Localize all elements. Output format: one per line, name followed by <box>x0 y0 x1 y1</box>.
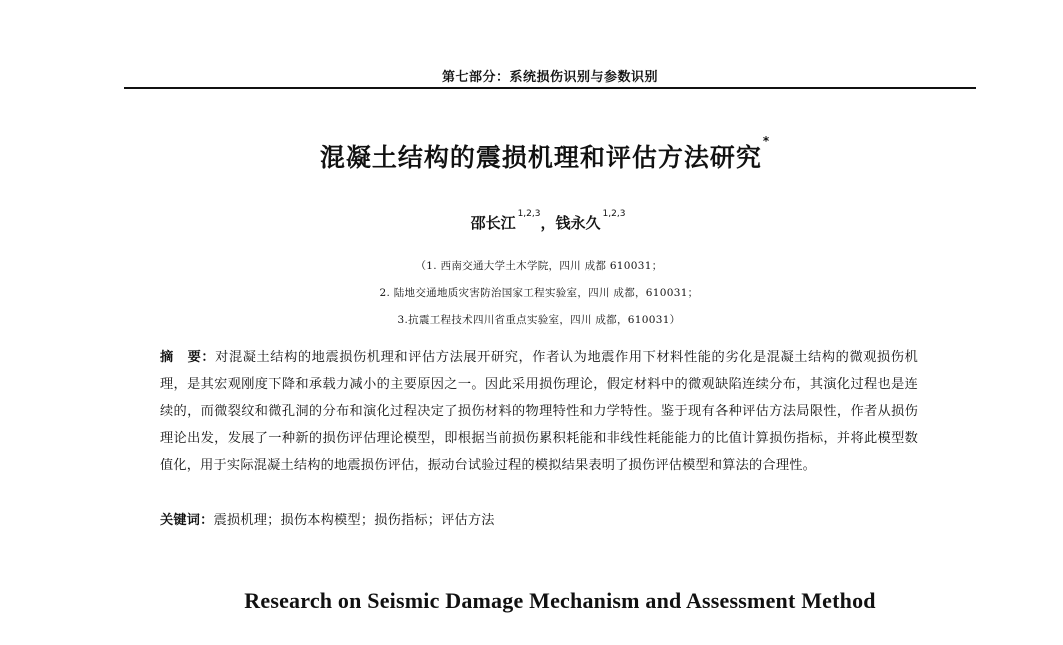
author-name-2: 钱永久 <box>555 214 601 232</box>
header-rule <box>124 87 976 89</box>
affiliation-3: 3.抗震工程技术四川省重点实验室，四川 成都，610031） <box>397 314 681 326</box>
author-line <box>0 209 1063 233</box>
affiliation-2: 2. 陆地交通地质灾害防治国家工程实验室，四川 成都，610031； <box>379 287 699 299</box>
author-name-1: 邵长江 <box>470 214 516 232</box>
paper-title <box>0 134 1063 174</box>
keywords-text: 震损机理；损伤本构模型；损伤指标；评估方法 <box>213 513 495 528</box>
abstract-text: 对混凝土结构的地震损伤机理和评估方法展开研究，作者认为地震作用下材料性能的劣化是混凝土结构的微观损伤机理，是其宏观刚度下降和承载力减小的主要原因之一。因此采用损伤理论，假定材料中的微观缺陷连续分布，其演化过程也是连续的，而微裂纹和微孔洞的分布和演化过程决定了损伤材料的物理特性和力学特性。鉴于现有各种评估方法局限性，作者从损伤理论出发，发展了一种新的损伤评估理论模型，即根据当前损伤累积耗能和非线性耗能能力的比值计算损伤指标，并将此模型数值化，用于实际混凝土结构的地震损伤评估，振动台试验过程的模拟结果表明了损伤评估模型和算法的合理性。 <box>160 350 918 473</box>
author-affil-1: 1,2,3 <box>517 209 541 219</box>
paper-title-text: 混凝土结构的震损机理和评估方法研究 <box>319 143 762 172</box>
title-footnote-mark: * <box>762 134 771 148</box>
author-separator: ， <box>540 214 556 232</box>
keywords-label: 关键词： <box>160 513 214 528</box>
abstract <box>160 344 918 479</box>
keywords <box>160 507 920 534</box>
affiliation-1: （1. 西南交通大学土木学院，四川 成都 610031； <box>415 260 663 272</box>
abstract-label: 摘 要： <box>160 350 216 365</box>
english-title: Research on Seismic Damage Mechanism and Assessment Method <box>244 588 876 613</box>
running-header: 第七部分：系统损伤识别与参数识别 <box>441 70 658 85</box>
author-affil-2: 1,2,3 <box>602 209 626 219</box>
